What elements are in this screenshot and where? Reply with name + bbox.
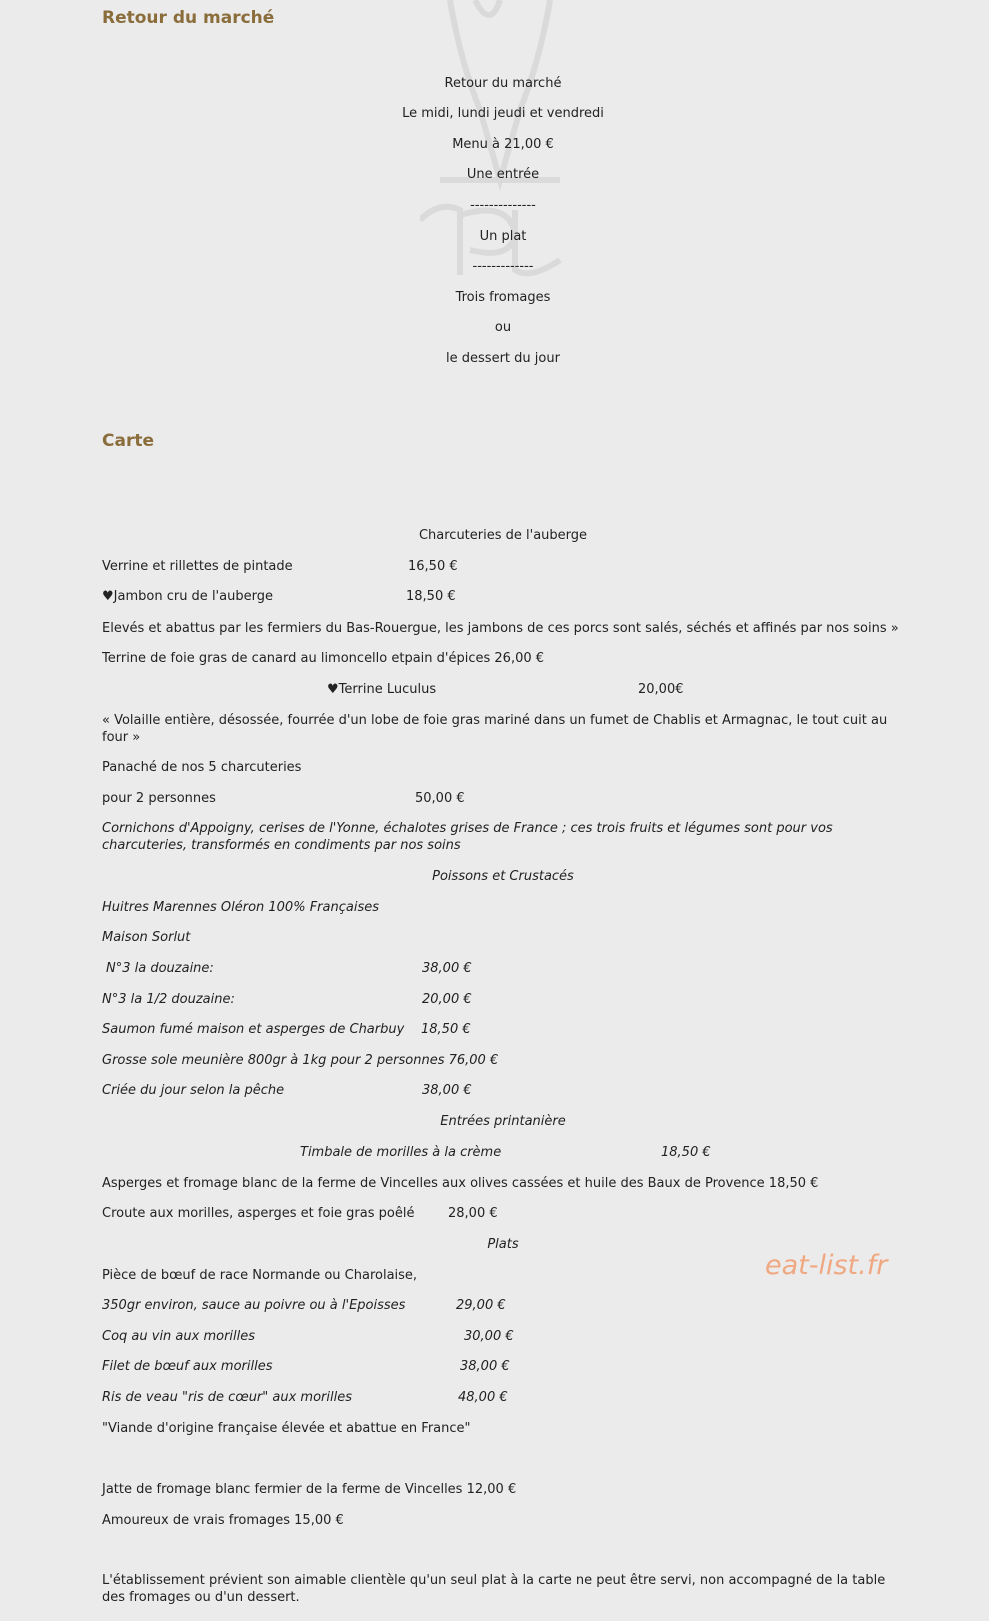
menu-item: Maison Sorlut [102,930,191,945]
menu-item: Timbale de morilles à la crème [300,1145,502,1160]
menu-item: Huitres Marennes Oléron 100% Françaises [102,900,379,915]
menu-item: Jatte de fromage blanc fermier de la ferme de Vincelles 12,00 € [102,1482,517,1497]
menu-item-description: « Volaille entière, désossée, fourrée d'un lobe de foie gras mariné dans un fumet de Chablis et Armagnac, le tout cuit au four » [102,713,888,745]
marche-line: Une entrée [466,167,540,182]
menu-item: Coq au vin aux morilles [102,1329,256,1344]
menu-item: Terrine de foie gras de canard au limoncello etpain d'épices 26,00 € [102,651,545,666]
menu-item-price: 38,00 € [422,1083,472,1098]
marche-line: Trois fromages [455,290,551,305]
menu-item: N°3 la douzaine: [106,961,214,976]
menu-item: Filet de bœuf aux morilles [102,1359,273,1374]
menu-item-price: 29,00 € [456,1298,506,1313]
category-header: Entrées printanière [440,1114,566,1129]
menu-item: Amoureux de vrais fromages 15,00 € [102,1513,344,1528]
menu-item-price: 18,50 € [661,1145,711,1160]
section-title-marche: Retour du marché [102,8,275,28]
menu-item-price: 28,00 € [448,1206,498,1221]
marche-line: Un plat [479,229,527,244]
menu-item: Ris de veau "ris de cœur" aux morilles [102,1390,352,1405]
menu-item: Croute aux morilles, asperges et foie gras poêlé [102,1206,415,1221]
watermark-text: eat-list.fr [765,1250,888,1281]
menu-item-price: 30,00 € [464,1329,514,1344]
menu-item: ♥Terrine Luculus [327,682,437,697]
menu-item: N°3 la 1/2 douzaine: [102,992,235,1007]
marche-line: Retour du marché [444,76,562,91]
marche-line: Le midi, lundi jeudi et vendredi [402,106,604,121]
notice-text: L'établissement prévient son aimable clientèle qu'un seul plat à la carte ne peut être servi, non accompagné de la table des fromages ou d'un dessert. [102,1573,886,1605]
menu-item-price: 20,00€ [638,682,684,697]
menu-item: Verrine et rillettes de pintade [102,559,293,574]
marche-separator: -------------- [470,198,536,213]
category-header: Charcuteries de l'auberge [418,528,588,543]
marche-line: ou [494,320,512,335]
menu-item-price: 18,50 € [406,589,456,604]
menu-item-price: 50,00 € [415,791,465,806]
menu-item-price: 48,00 € [458,1390,508,1405]
menu-item-price: 38,00 € [422,961,472,976]
marche-line: Menu à 21,00 € [452,137,554,152]
menu-item: 350gr environ, sauce au poivre ou à l'Epoisses [102,1298,406,1313]
menu-item-price: 18,50 € [421,1022,471,1037]
menu-item-price: 20,00 € [422,992,472,1007]
menu-item: Asperges et fromage blanc de la ferme de Vincelles aux olives cassées et huile des Baux de Provence 18,50 € [102,1176,819,1191]
marche-line: le dessert du jour [446,351,560,366]
menu-item-price: 38,00 € [460,1359,510,1374]
menu-item-price: 16,50 € [408,559,458,574]
menu-item: pour 2 personnes [102,791,216,806]
menu-item: Grosse sole meunière 800gr à 1kg pour 2 personnes 76,00 € [102,1053,499,1068]
category-header: Poissons et Crustacés [432,869,574,884]
menu-item: ♥Jambon cru de l'auberge [102,589,273,604]
menu-item: Pièce de bœuf de race Normande ou Charolaise, [102,1268,418,1283]
category-header: Plats [487,1237,519,1252]
menu-item-note: "Viande d'origine française élevée et abattue en France" [102,1421,471,1436]
menu-item: Panaché de nos 5 charcuteries [102,760,302,775]
menu-item: Criée du jour selon la pêche [102,1083,285,1098]
menu-item-description: Elevés et abattus par les fermiers du Bas-Rouergue, les jambons de ces porcs sont salés, séchés et affinés par nos soins » [102,621,899,636]
menu-item: Saumon fumé maison et asperges de Charbuy [102,1022,405,1037]
menu-item-description: Cornichons d'Appoigny, cerises de l'Yonne, échalotes grises de France ; ces trois fruits et légumes sont pour vos charcuteries, transformés en condiments par nos soins [102,821,833,853]
section-title-carte: Carte [102,431,154,451]
marche-separator: ------------- [472,259,534,274]
